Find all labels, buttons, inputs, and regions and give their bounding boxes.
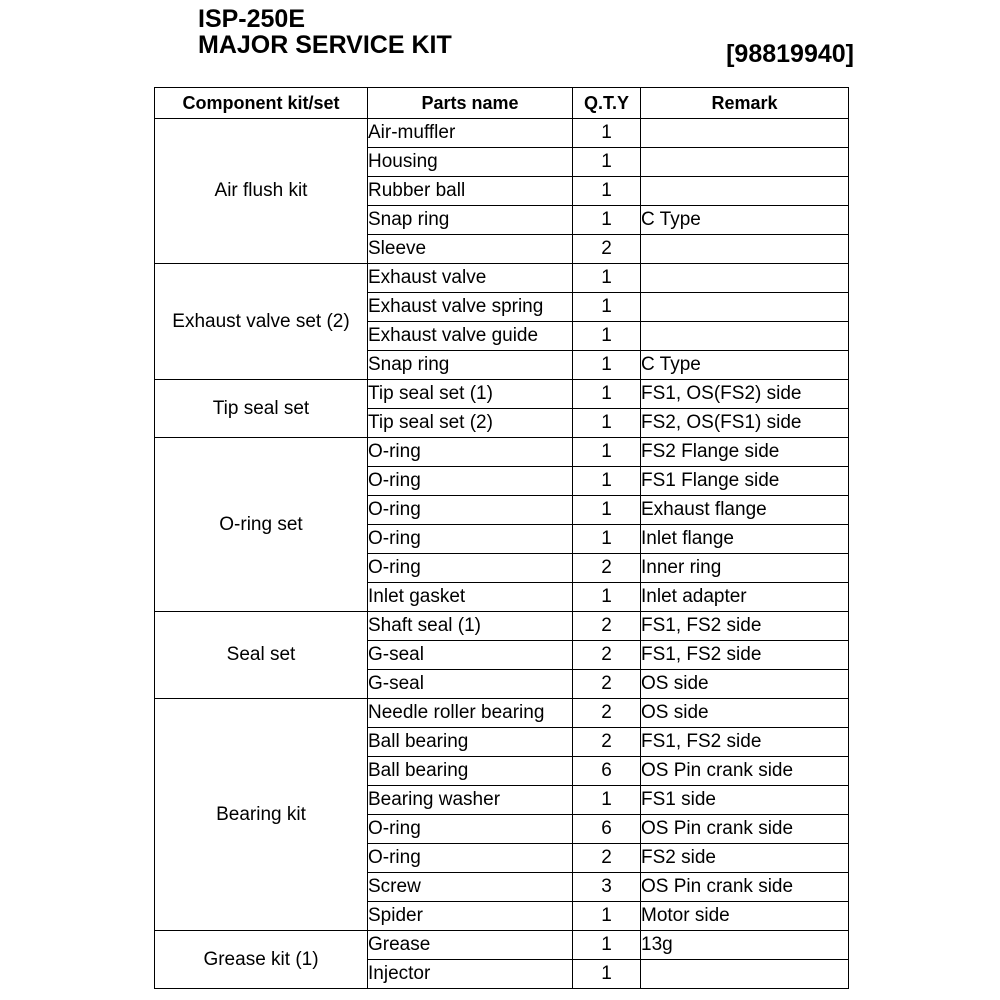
table-row: [155, 699, 849, 728]
table-row: [155, 931, 849, 960]
qty-cell: 1: [573, 496, 641, 525]
qty-cell: 1: [573, 322, 641, 351]
remark-cell: OS side: [641, 670, 849, 699]
part-name-cell: Ball bearing: [368, 728, 573, 757]
part-name-cell: G-seal: [368, 670, 573, 699]
part-name-cell: Injector: [368, 960, 573, 989]
model-title: ISP-250E: [198, 5, 306, 33]
part-name-cell: O-ring: [368, 438, 573, 467]
qty-cell: 2: [573, 554, 641, 583]
qty-cell: 1: [573, 960, 641, 989]
part-name-cell: O-ring: [368, 525, 573, 554]
qty-cell: 1: [573, 438, 641, 467]
part-name-cell: Shaft seal (1): [368, 612, 573, 641]
qty-cell: 2: [573, 670, 641, 699]
qty-cell: 2: [573, 641, 641, 670]
remark-cell: [641, 264, 849, 293]
remark-cell: C Type: [641, 206, 849, 235]
remark-cell: 13g: [641, 931, 849, 960]
part-name-cell: Rubber ball: [368, 177, 573, 206]
column-header-remark: Remark: [641, 88, 849, 119]
remark-cell: OS Pin crank side: [641, 873, 849, 902]
qty-cell: 1: [573, 409, 641, 438]
table-row: [155, 119, 849, 148]
remark-cell: FS1, FS2 side: [641, 612, 849, 641]
part-name-cell: Snap ring: [368, 206, 573, 235]
qty-cell: 1: [573, 525, 641, 554]
qty-cell: 1: [573, 583, 641, 612]
part-name-cell: G-seal: [368, 641, 573, 670]
column-header-qty: Q.T.Y: [573, 88, 641, 119]
table-row: [155, 380, 849, 409]
qty-cell: 1: [573, 119, 641, 148]
header-row: [155, 88, 849, 119]
part-name-cell: Inlet gasket: [368, 583, 573, 612]
part-name-cell: Air-muffler: [368, 119, 573, 148]
component-kit-name: Tip seal set: [155, 380, 368, 438]
remark-cell: [641, 235, 849, 264]
remark-cell: FS1, FS2 side: [641, 641, 849, 670]
remark-cell: Inner ring: [641, 554, 849, 583]
part-name-cell: Bearing washer: [368, 786, 573, 815]
qty-cell: 1: [573, 786, 641, 815]
part-name-cell: Needle roller bearing: [368, 699, 573, 728]
component-kit-name: Grease kit (1): [155, 931, 368, 989]
component-kit-name: Seal set: [155, 612, 368, 699]
part-number: [98819940]: [726, 40, 854, 68]
qty-cell: 6: [573, 757, 641, 786]
remark-cell: OS side: [641, 699, 849, 728]
remark-cell: FS2 side: [641, 844, 849, 873]
remark-cell: Inlet adapter: [641, 583, 849, 612]
qty-cell: 1: [573, 931, 641, 960]
part-name-cell: Exhaust valve: [368, 264, 573, 293]
qty-cell: 1: [573, 264, 641, 293]
remark-cell: FS2, OS(FS1) side: [641, 409, 849, 438]
remark-cell: C Type: [641, 351, 849, 380]
remark-cell: [641, 322, 849, 351]
qty-cell: 1: [573, 351, 641, 380]
table-body: [155, 119, 849, 989]
qty-cell: 1: [573, 467, 641, 496]
part-name-cell: Exhaust valve spring: [368, 293, 573, 322]
qty-cell: 1: [573, 380, 641, 409]
component-kit-name: Air flush kit: [155, 119, 368, 264]
part-name-cell: O-ring: [368, 467, 573, 496]
part-name-cell: O-ring: [368, 815, 573, 844]
remark-cell: Motor side: [641, 902, 849, 931]
part-name-cell: O-ring: [368, 844, 573, 873]
column-header-component: Component kit/set: [155, 88, 368, 119]
remark-cell: FS1, OS(FS2) side: [641, 380, 849, 409]
part-name-cell: Grease: [368, 931, 573, 960]
qty-cell: 2: [573, 612, 641, 641]
part-name-cell: Spider: [368, 902, 573, 931]
component-kit-name: Bearing kit: [155, 699, 368, 931]
part-name-cell: Ball bearing: [368, 757, 573, 786]
part-name-cell: Tip seal set (1): [368, 380, 573, 409]
kit-title: MAJOR SERVICE KIT: [198, 31, 452, 59]
qty-cell: 1: [573, 293, 641, 322]
part-name-cell: Housing: [368, 148, 573, 177]
remark-cell: [641, 960, 849, 989]
remark-cell: FS1 side: [641, 786, 849, 815]
remark-cell: [641, 119, 849, 148]
component-kit-name: Exhaust valve set (2): [155, 264, 368, 380]
qty-cell: 2: [573, 235, 641, 264]
column-header-parts-name: Parts name: [368, 88, 573, 119]
remark-cell: Exhaust flange: [641, 496, 849, 525]
qty-cell: 3: [573, 873, 641, 902]
remark-cell: Inlet flange: [641, 525, 849, 554]
table-row: [155, 438, 849, 467]
remark-cell: [641, 293, 849, 322]
part-name-cell: Tip seal set (2): [368, 409, 573, 438]
qty-cell: 1: [573, 148, 641, 177]
table-header: [155, 88, 849, 119]
service-kit-table: [154, 87, 849, 989]
part-name-cell: O-ring: [368, 554, 573, 583]
part-name-cell: O-ring: [368, 496, 573, 525]
part-name-cell: Exhaust valve guide: [368, 322, 573, 351]
remark-cell: OS Pin crank side: [641, 815, 849, 844]
qty-cell: 1: [573, 902, 641, 931]
part-name-cell: Screw: [368, 873, 573, 902]
component-kit-name: O-ring set: [155, 438, 368, 612]
table-row: [155, 264, 849, 293]
qty-cell: 1: [573, 206, 641, 235]
remark-cell: FS1, FS2 side: [641, 728, 849, 757]
remark-cell: OS Pin crank side: [641, 757, 849, 786]
part-name-cell: Snap ring: [368, 351, 573, 380]
table-row: [155, 612, 849, 641]
qty-cell: 6: [573, 815, 641, 844]
part-name-cell: Sleeve: [368, 235, 573, 264]
remark-cell: FS1 Flange side: [641, 467, 849, 496]
remark-cell: [641, 148, 849, 177]
remark-cell: [641, 177, 849, 206]
qty-cell: 2: [573, 699, 641, 728]
remark-cell: FS2 Flange side: [641, 438, 849, 467]
qty-cell: 1: [573, 177, 641, 206]
qty-cell: 2: [573, 728, 641, 757]
qty-cell: 2: [573, 844, 641, 873]
